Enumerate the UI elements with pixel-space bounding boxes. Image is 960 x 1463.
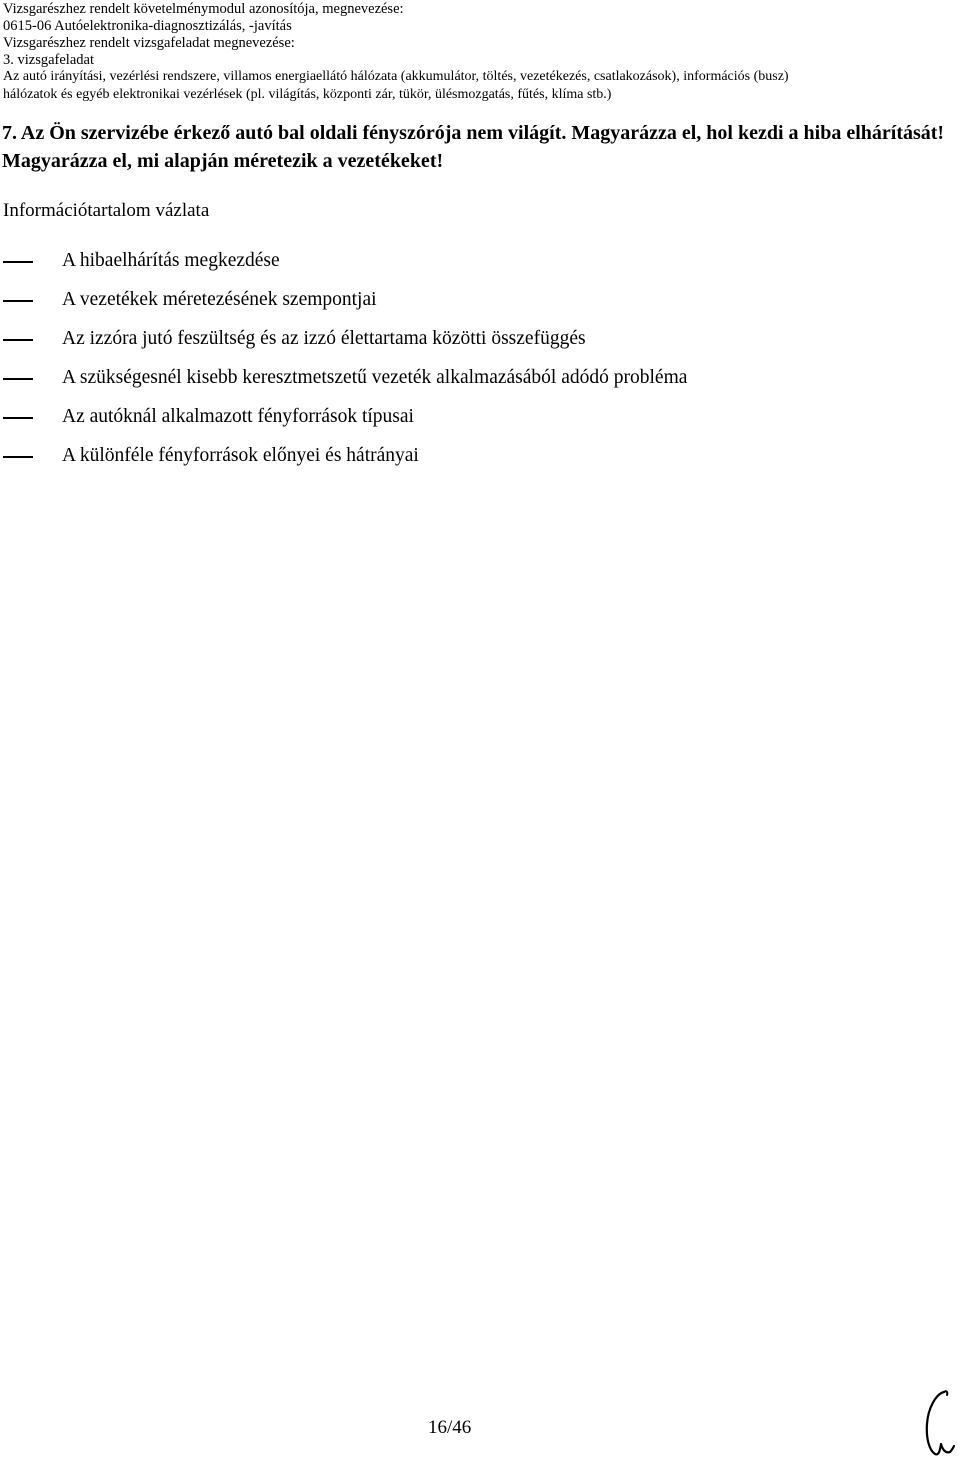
header-line-module-name: 0615-06 Autóelektronika-diagnosztizálás, -javítás [3, 18, 292, 34]
outline-item-text: A vezetékek méretezésének szempontjai [62, 289, 377, 310]
handwritten-signature-icon [918, 1386, 958, 1460]
dash-bullet-icon [3, 339, 33, 341]
outline-item-text: A különféle fényforrások előnyei és hátrányai [62, 445, 419, 466]
dash-bullet-icon [3, 261, 33, 263]
header-line-module-label: Vizsgarészhez rendelt követelménymodul azonosítója, megnevezése: [3, 1, 404, 17]
outline-title: Információtartalom vázlata [3, 200, 210, 221]
header-line-task-description-2: hálózatok és egyéb elektronikai vezérlések (pl. világítás, központi zár, tükör, ülésmozgatás, fűtés, klíma stb.) [3, 87, 612, 102]
dash-bullet-icon [3, 378, 33, 380]
header-line-task-description-1: Az autó irányítási, vezérlési rendszere, villamos energiaellátó hálózata (akkumulátor, töltés, vezetékezés, csatlakozások), információs (busz) [3, 69, 789, 84]
page-number: 16/46 [428, 1417, 472, 1438]
dash-bullet-icon [3, 300, 33, 302]
outline-item-text: Az izzóra jutó feszültség és az izzó élettartama közötti összefüggés [62, 328, 586, 349]
header-line-task-label: Vizsgarészhez rendelt vizsgafeladat megnevezése: [3, 35, 295, 51]
header-line-task-number: 3. vizsgafeladat [3, 52, 94, 68]
outline-item-text: A hibaelhárítás megkezdése [62, 250, 280, 271]
dash-bullet-icon [3, 456, 33, 458]
outline-item-text: Az autóknál alkalmazott fényforrások típusai [62, 406, 414, 427]
dash-bullet-icon [3, 417, 33, 419]
outline-item-text: A szükségesnél kisebb keresztmetszetű vezeték alkalmazásából adódó probléma [62, 367, 688, 388]
question-text: 7. Az Ön szervizébe érkező autó bal oldali fényszórója nem világít. Magyarázza el, hol kezdi a hiba elhárítását! Magyarázza el, mi alapján méretezik a vezetékeket! [2, 122, 945, 172]
